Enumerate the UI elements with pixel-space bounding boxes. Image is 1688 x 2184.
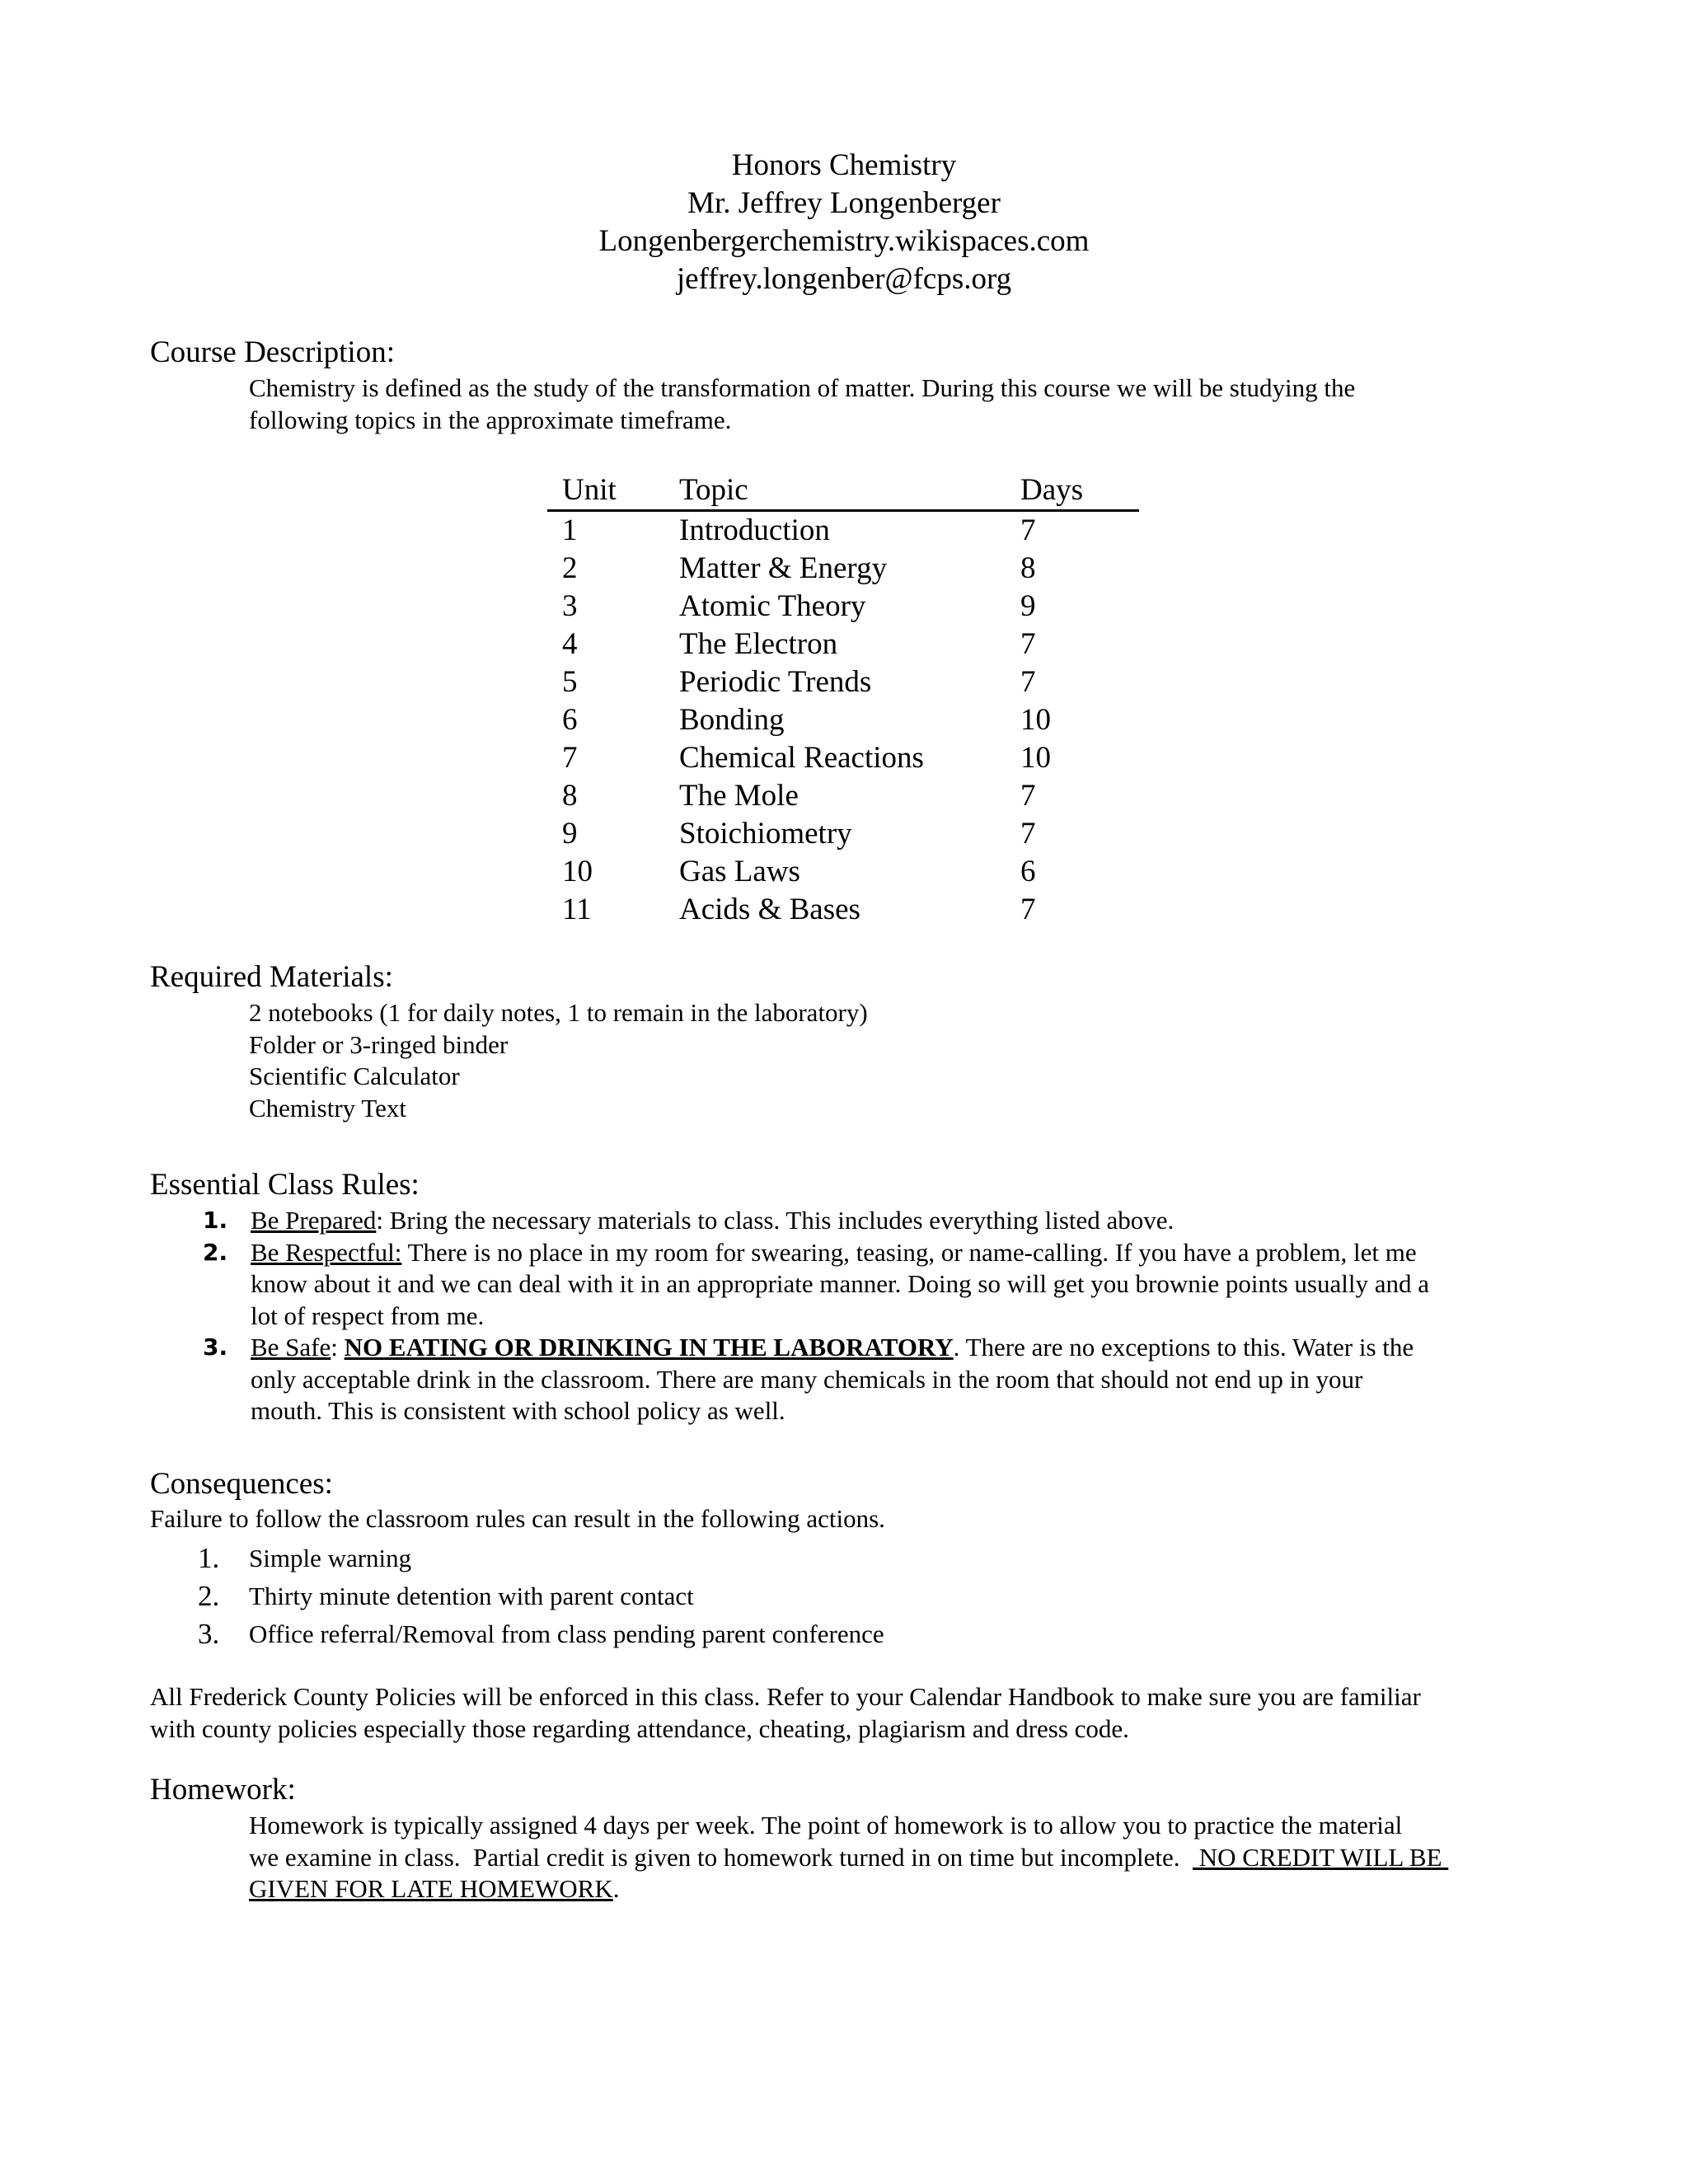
rule-emphasis: NO EATING OR DRINKING IN THE LABORATORY <box>344 1333 954 1361</box>
paragraph-line <box>249 1873 1551 1905</box>
unit-cell: 1 <box>562 513 578 547</box>
unit-cell: 7 <box>562 741 578 775</box>
course-description-line: Chemistry is defined as the study of the transformation of matter. During this course we will be studying the <box>249 373 1356 402</box>
rule-item <box>150 1205 1551 1237</box>
unit-cell: 9 <box>562 817 578 851</box>
unit-column-header: Unit <box>562 473 617 507</box>
rule-line <box>251 1332 1551 1364</box>
table-row <box>547 701 1139 739</box>
table-row <box>547 626 1139 663</box>
unit-cell: 10 <box>562 855 593 888</box>
topic-cell: The Mole <box>679 779 799 813</box>
topic-cell: Bonding <box>679 703 785 737</box>
topic-cell: Chemical Reactions <box>679 741 924 775</box>
homework-text-segment: we examine in class. Partial credit is given to homework turned in on time but incomplete. <box>249 1842 1193 1872</box>
late-homework-warning: NO CREDIT WILL BE <box>1193 1842 1449 1872</box>
days-cell: 10 <box>1020 703 1051 737</box>
days-cell: 6 <box>1020 855 1036 888</box>
days-cell: 8 <box>1020 551 1036 585</box>
list-item: Folder or 3-ringed binder <box>249 1029 509 1059</box>
rule-number: 1. <box>203 1207 228 1234</box>
rule-line <box>251 1237 1551 1269</box>
rule-line: only acceptable drink in the classroom. There are many chemicals in the room that should not end up in your <box>251 1364 1363 1394</box>
rule-text: Bring the necessary materials to class. This includes everything listed above. <box>382 1206 1175 1235</box>
table-row <box>547 891 1139 929</box>
topic-cell: Acids & Bases <box>679 893 860 926</box>
course-description-heading: Course Description: <box>150 335 395 369</box>
unit-cell: 8 <box>562 779 578 813</box>
homework-heading: Homework: <box>150 1773 296 1807</box>
list-item: 2 notebooks (1 for daily notes, 1 to remain in the laboratory) <box>249 998 868 1027</box>
list-item: Scientific Calculator <box>249 1062 460 1090</box>
consequence-text: Office referral/Removal from class pending parent conference <box>249 1619 884 1648</box>
topic-cell: Periodic Trends <box>679 665 872 699</box>
table-row <box>547 512 1139 550</box>
table-row <box>547 777 1139 815</box>
class-rules-heading: Essential Class Rules: <box>150 1168 420 1202</box>
topic-column-header: Topic <box>679 473 748 507</box>
late-homework-warning: GIVEN FOR LATE HOMEWORK <box>249 1874 613 1903</box>
rule-number: 3. <box>203 1333 228 1361</box>
topics-table-header <box>547 471 1139 512</box>
unit-cell: 5 <box>562 665 578 699</box>
rule-line <box>251 1205 1551 1237</box>
rule-name: Be Safe <box>251 1333 331 1361</box>
table-row <box>547 550 1139 588</box>
course-website: Longenbergerchemistry.wikispaces.com <box>598 224 1090 258</box>
days-column-header: Days <box>1020 473 1084 507</box>
rule-number: 2. <box>203 1238 228 1266</box>
table-row <box>547 663 1139 701</box>
table-row <box>547 588 1139 626</box>
paragraph-line <box>249 1842 1551 1874</box>
rule-text: . There are no exceptions to this. Water is the <box>953 1333 1414 1361</box>
rule-line: lot of respect from me. <box>251 1301 485 1330</box>
days-cell: 7 <box>1020 665 1036 699</box>
consequences-heading: Consequences: <box>150 1467 333 1501</box>
topic-cell: Gas Laws <box>679 855 800 888</box>
list-item <box>150 1615 1551 1653</box>
paragraph-line: All Frederick County Policies will be enforced in this class. Refer to your Calendar Handbook to make sure you are familiar <box>150 1682 1421 1711</box>
course-description-text <box>249 373 1551 436</box>
homework-text-segment: . <box>612 1874 620 1903</box>
required-materials-heading: Required Materials: <box>150 960 393 994</box>
rule-name: Be Respectful: <box>251 1237 402 1267</box>
topic-cell: Matter & Energy <box>679 551 888 585</box>
days-cell: 7 <box>1020 513 1036 547</box>
rule-line: know about it and we can deal with it in an appropriate manner. Doing so will get you brownie points usually and a <box>251 1269 1429 1298</box>
topic-cell: Atomic Theory <box>679 589 866 623</box>
rule-separator: : <box>331 1333 345 1361</box>
rule-line: mouth. This is consistent with school policy as well. <box>251 1396 785 1425</box>
document-header <box>0 147 1688 298</box>
days-cell: 7 <box>1020 627 1036 661</box>
consequences-list <box>150 1540 1551 1653</box>
days-cell: 7 <box>1020 817 1036 851</box>
course-title: Honors Chemistry <box>731 148 957 182</box>
table-row <box>547 815 1139 853</box>
consequence-number: 2. <box>198 1580 220 1612</box>
topics-table <box>547 471 1139 929</box>
rule-item <box>150 1237 1551 1333</box>
homework-text <box>249 1810 1551 1905</box>
teacher-email: jeffrey.longenber@fcps.org <box>676 262 1012 296</box>
days-cell: 7 <box>1020 893 1036 926</box>
days-cell: 10 <box>1020 741 1051 775</box>
consequence-text: Thirty minute detention with parent contact <box>249 1582 694 1610</box>
rule-name: Be Prepared <box>251 1206 377 1235</box>
topic-cell: Stoichiometry <box>679 817 852 851</box>
table-row <box>547 739 1139 777</box>
topic-cell: Introduction <box>679 513 830 547</box>
required-materials-list <box>249 997 1551 1124</box>
consequences-intro: Failure to follow the classroom rules can result in the following actions. <box>150 1504 885 1533</box>
unit-cell: 6 <box>562 703 578 737</box>
consequence-number: 3. <box>198 1618 220 1650</box>
list-item <box>150 1577 1551 1615</box>
teacher-name: Mr. Jeffrey Longenberger <box>687 186 1001 220</box>
unit-cell: 11 <box>562 893 592 926</box>
paragraph-line: with county policies especially those regarding attendance, cheating, plagiarism and dress code. <box>150 1713 1129 1743</box>
rule-item <box>150 1332 1551 1427</box>
days-cell: 9 <box>1020 589 1036 623</box>
class-rules-list <box>150 1205 1551 1427</box>
list-item: Chemistry Text <box>249 1093 406 1122</box>
table-row <box>547 853 1139 891</box>
consequence-text: Simple warning <box>249 1544 412 1572</box>
paragraph-line: Homework is typically assigned 4 days per week. The point of homework is to allow you to practice the material <box>249 1811 1403 1840</box>
rule-text: There is no place in my room for swearing, teasing, or name-calling. If you have a problem, let me <box>401 1237 1417 1267</box>
rule-separator: : <box>376 1206 383 1235</box>
unit-cell: 3 <box>562 589 578 623</box>
course-description-line: following topics in the approximate timeframe. <box>249 405 732 434</box>
list-item <box>150 1540 1551 1577</box>
unit-cell: 2 <box>562 551 578 585</box>
consequence-number: 1. <box>198 1542 220 1574</box>
unit-cell: 4 <box>562 627 578 661</box>
days-cell: 7 <box>1020 779 1036 813</box>
county-policy-paragraph <box>150 1681 1551 1745</box>
topic-cell: The Electron <box>679 627 838 661</box>
